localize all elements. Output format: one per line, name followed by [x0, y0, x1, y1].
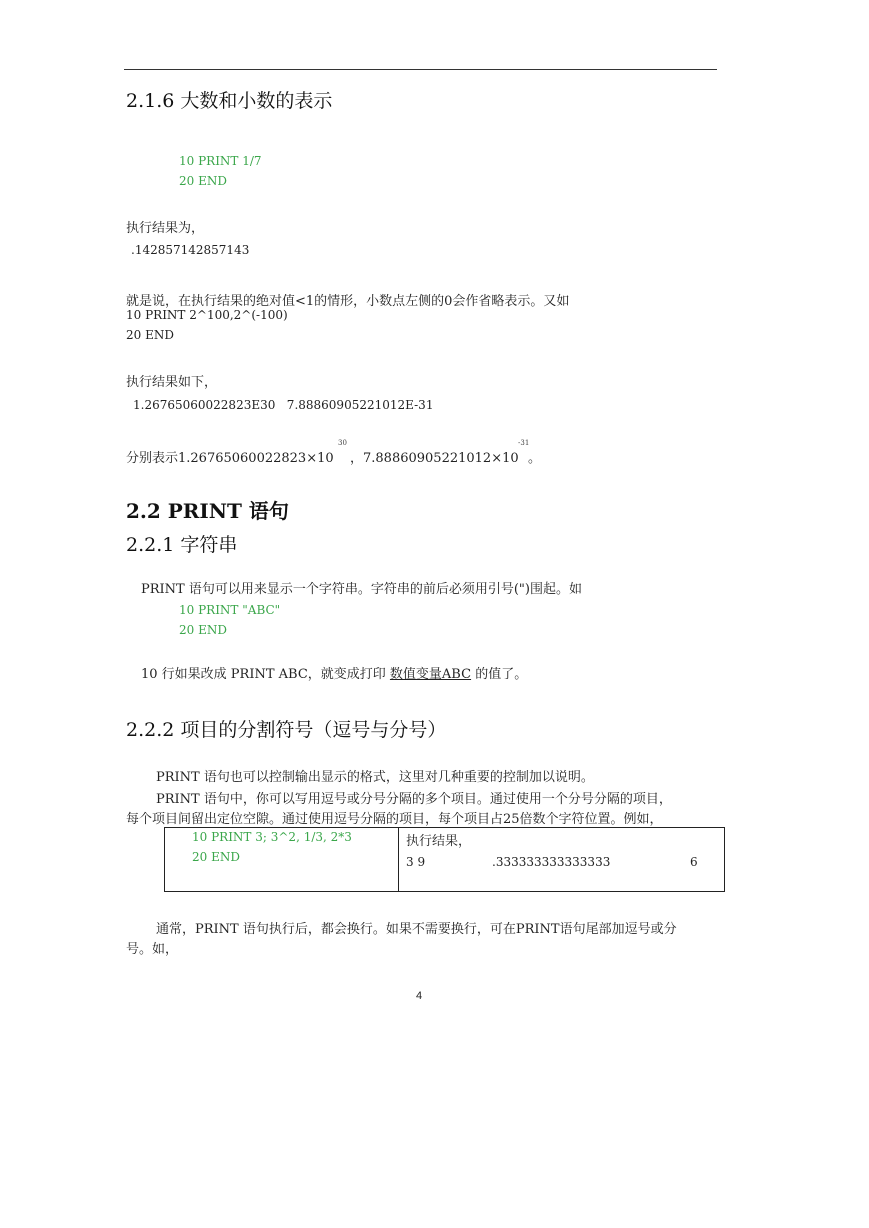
code-line: 10 PRINT 3; 3^2, 1/3, 2*3 [192, 830, 352, 844]
section-2-2-title: 2.2 PRINT 语句 [126, 499, 289, 523]
table-divider [398, 828, 399, 891]
representation-middle: ，7.88860905221012×10 [350, 451, 519, 466]
note-suffix: 的值了。 [471, 667, 528, 682]
paragraph: PRINT 语句也可以控制输出显示的格式，这里对几种重要的控制加以说明。 [156, 770, 594, 785]
paragraph: 每个项目间留出定位空隙。通过使用逗号分隔的项目，每个项目占25倍数个字符位置。例如， [126, 812, 663, 827]
code-line: 10 PRINT 2^100,2^(-100) [126, 308, 288, 322]
result-col-3: 6 [690, 855, 698, 869]
result-intro: 执行结果为， [126, 221, 205, 236]
result-col-2: .333333333333333 [492, 855, 611, 869]
paragraph: 通常，PRINT 语句执行后，都会换行。如果不需要换行，可在PRINT语句尾部加逗号或分 [156, 922, 677, 937]
code-line: 10 PRINT 1/7 [179, 154, 262, 168]
page-number: 4 [416, 990, 423, 1002]
code-line: 20 END [192, 850, 240, 864]
paragraph: PRINT 语句中，你可以写用逗号或分号分隔的多个项目。通过使用一个分号分隔的项目， [156, 792, 672, 807]
numeric-variable-link: 数值变量ABC [389, 667, 472, 682]
explain-paragraph: 就是说，在执行结果的绝对值<1的情形，小数点左侧的0会作省略表示。又如 [126, 294, 570, 309]
result-value: .142857142857143 [131, 243, 250, 257]
representation-prefix: 分别表示1.26765060022823×10 [126, 451, 334, 466]
code-line: 20 END [126, 328, 174, 342]
example-table [164, 827, 725, 892]
code-line: 20 END [179, 623, 227, 637]
code-line: 20 END [179, 174, 227, 188]
result-label: 执行结果， [406, 834, 472, 849]
result-values: 1.26765060022823E30 7.88860905221012E-31 [133, 398, 434, 412]
code-line: 10 PRINT "ABC" [179, 603, 281, 617]
note-paragraph [141, 663, 527, 682]
representation-suffix: 。 [528, 451, 542, 466]
header-rule [124, 69, 717, 70]
note-prefix: 10 行如果改成 PRINT ABC，就变成打印 [141, 667, 390, 682]
exponent: 30 [338, 439, 347, 447]
section-2-2-2-title: 2.2.2 项目的分割符号（逗号与分号） [126, 719, 447, 741]
string-paragraph: PRINT 语句可以用来显示一个字符串。字符串的前后必须用引号(")围起。如 [141, 582, 582, 597]
section-2-1-6-title: 2.1.6 大数和小数的表示 [126, 90, 333, 112]
section-2-2-1-title: 2.2.1 字符串 [126, 534, 238, 556]
result-intro: 执行结果如下， [126, 375, 218, 390]
exponent: -31 [518, 439, 530, 447]
result-col-1: 3 9 [406, 855, 426, 869]
paragraph: 号。如， [126, 942, 179, 957]
